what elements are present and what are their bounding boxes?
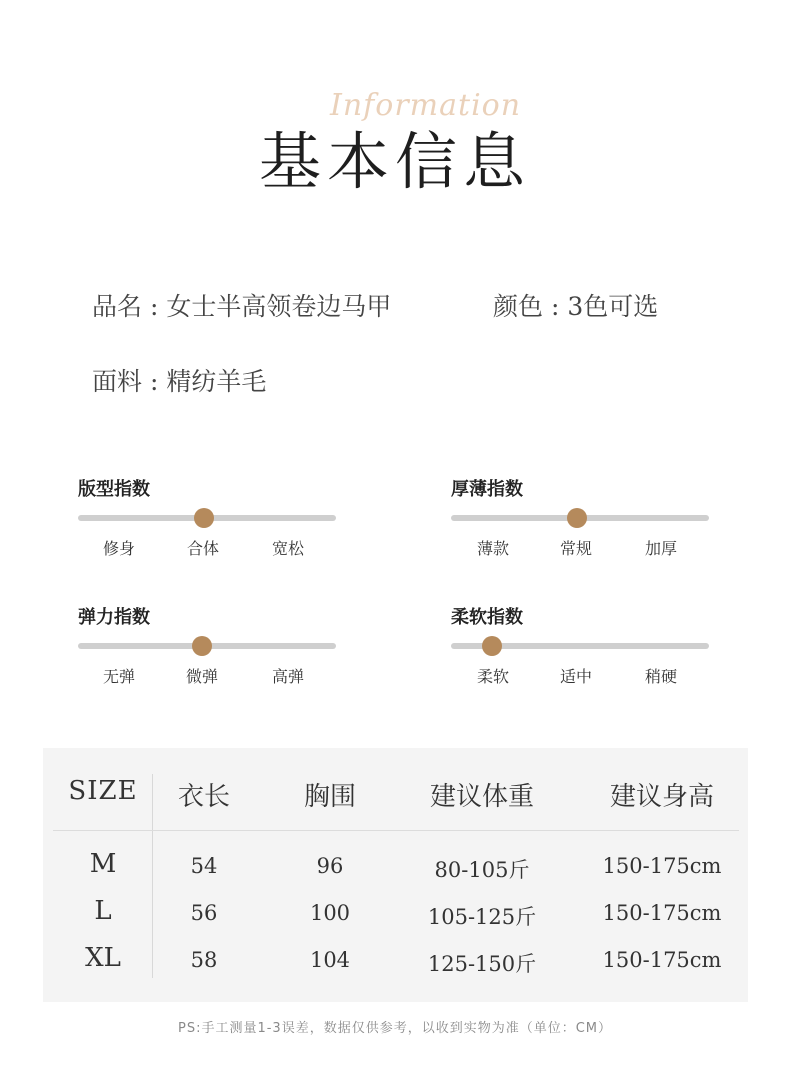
index-label-high: 高弹 — [271, 667, 305, 686]
index-label-high: 宽松 — [271, 539, 305, 558]
header-weight: 建议体重 — [429, 782, 535, 812]
index-label-low: 修身 — [102, 539, 136, 558]
table-cell-size: M — [89, 849, 117, 879]
index-label-mid: 合体 — [186, 539, 220, 558]
table-cell: 150-175cm — [602, 948, 722, 972]
product-name: 品名 : 女士半高领卷边马甲 — [92, 292, 392, 321]
index-label-mid: 适中 — [559, 667, 593, 686]
index-title: 厚薄指数 — [451, 479, 523, 500]
table-cell: 54 — [190, 854, 218, 878]
header-divider — [53, 830, 739, 831]
table-cell: 105-125斤 — [427, 905, 537, 929]
table-cell: 80-105斤 — [434, 858, 530, 882]
table-cell: 58 — [190, 948, 218, 972]
index-indicator — [194, 508, 214, 528]
index-label-mid: 常规 — [559, 539, 593, 558]
index-title: 弹力指数 — [78, 607, 150, 628]
index-label-mid: 微弹 — [185, 667, 219, 686]
index-title: 版型指数 — [78, 479, 150, 500]
index-label-low: 薄款 — [476, 539, 510, 558]
table-cell: 100 — [309, 901, 351, 925]
elasticity-index — [78, 603, 338, 703]
index-label-low: 柔软 — [476, 667, 510, 686]
decorative-script-text: Information — [330, 88, 522, 123]
thickness-index — [451, 475, 711, 575]
fit-index — [78, 475, 338, 575]
header-chest: 胸围 — [303, 782, 357, 812]
table-cell: 150-175cm — [602, 854, 722, 878]
index-label-high: 稍硬 — [644, 667, 678, 686]
header-height: 建议身高 — [609, 782, 715, 812]
index-indicator — [567, 508, 587, 528]
header-length: 衣长 — [177, 782, 231, 812]
product-color: 颜色 : 3色可选 — [493, 292, 659, 321]
table-cell: 150-175cm — [602, 901, 722, 925]
index-label-high: 加厚 — [644, 539, 678, 558]
table-cell-size: L — [94, 896, 112, 926]
index-indicator — [192, 636, 212, 656]
measurement-note: PS:手工测量1-3误差，数据仅供参考，以收到实物为准（单位：CM） — [178, 1021, 612, 1036]
table-cell: 96 — [316, 854, 344, 878]
size-table — [43, 748, 748, 1002]
table-cell: 56 — [190, 901, 218, 925]
page-title: 基本信息 — [258, 125, 531, 198]
softness-index — [451, 603, 711, 703]
table-cell: 125-150斤 — [427, 952, 537, 976]
product-material: 面料 : 精纺羊毛 — [92, 367, 267, 396]
table-cell: 104 — [309, 948, 351, 972]
header-size: SIZE — [68, 776, 138, 806]
index-label-low: 无弹 — [102, 667, 136, 686]
index-title: 柔软指数 — [451, 607, 523, 628]
column-divider — [152, 774, 153, 978]
table-cell-size: XL — [85, 943, 121, 973]
index-indicator — [482, 636, 502, 656]
